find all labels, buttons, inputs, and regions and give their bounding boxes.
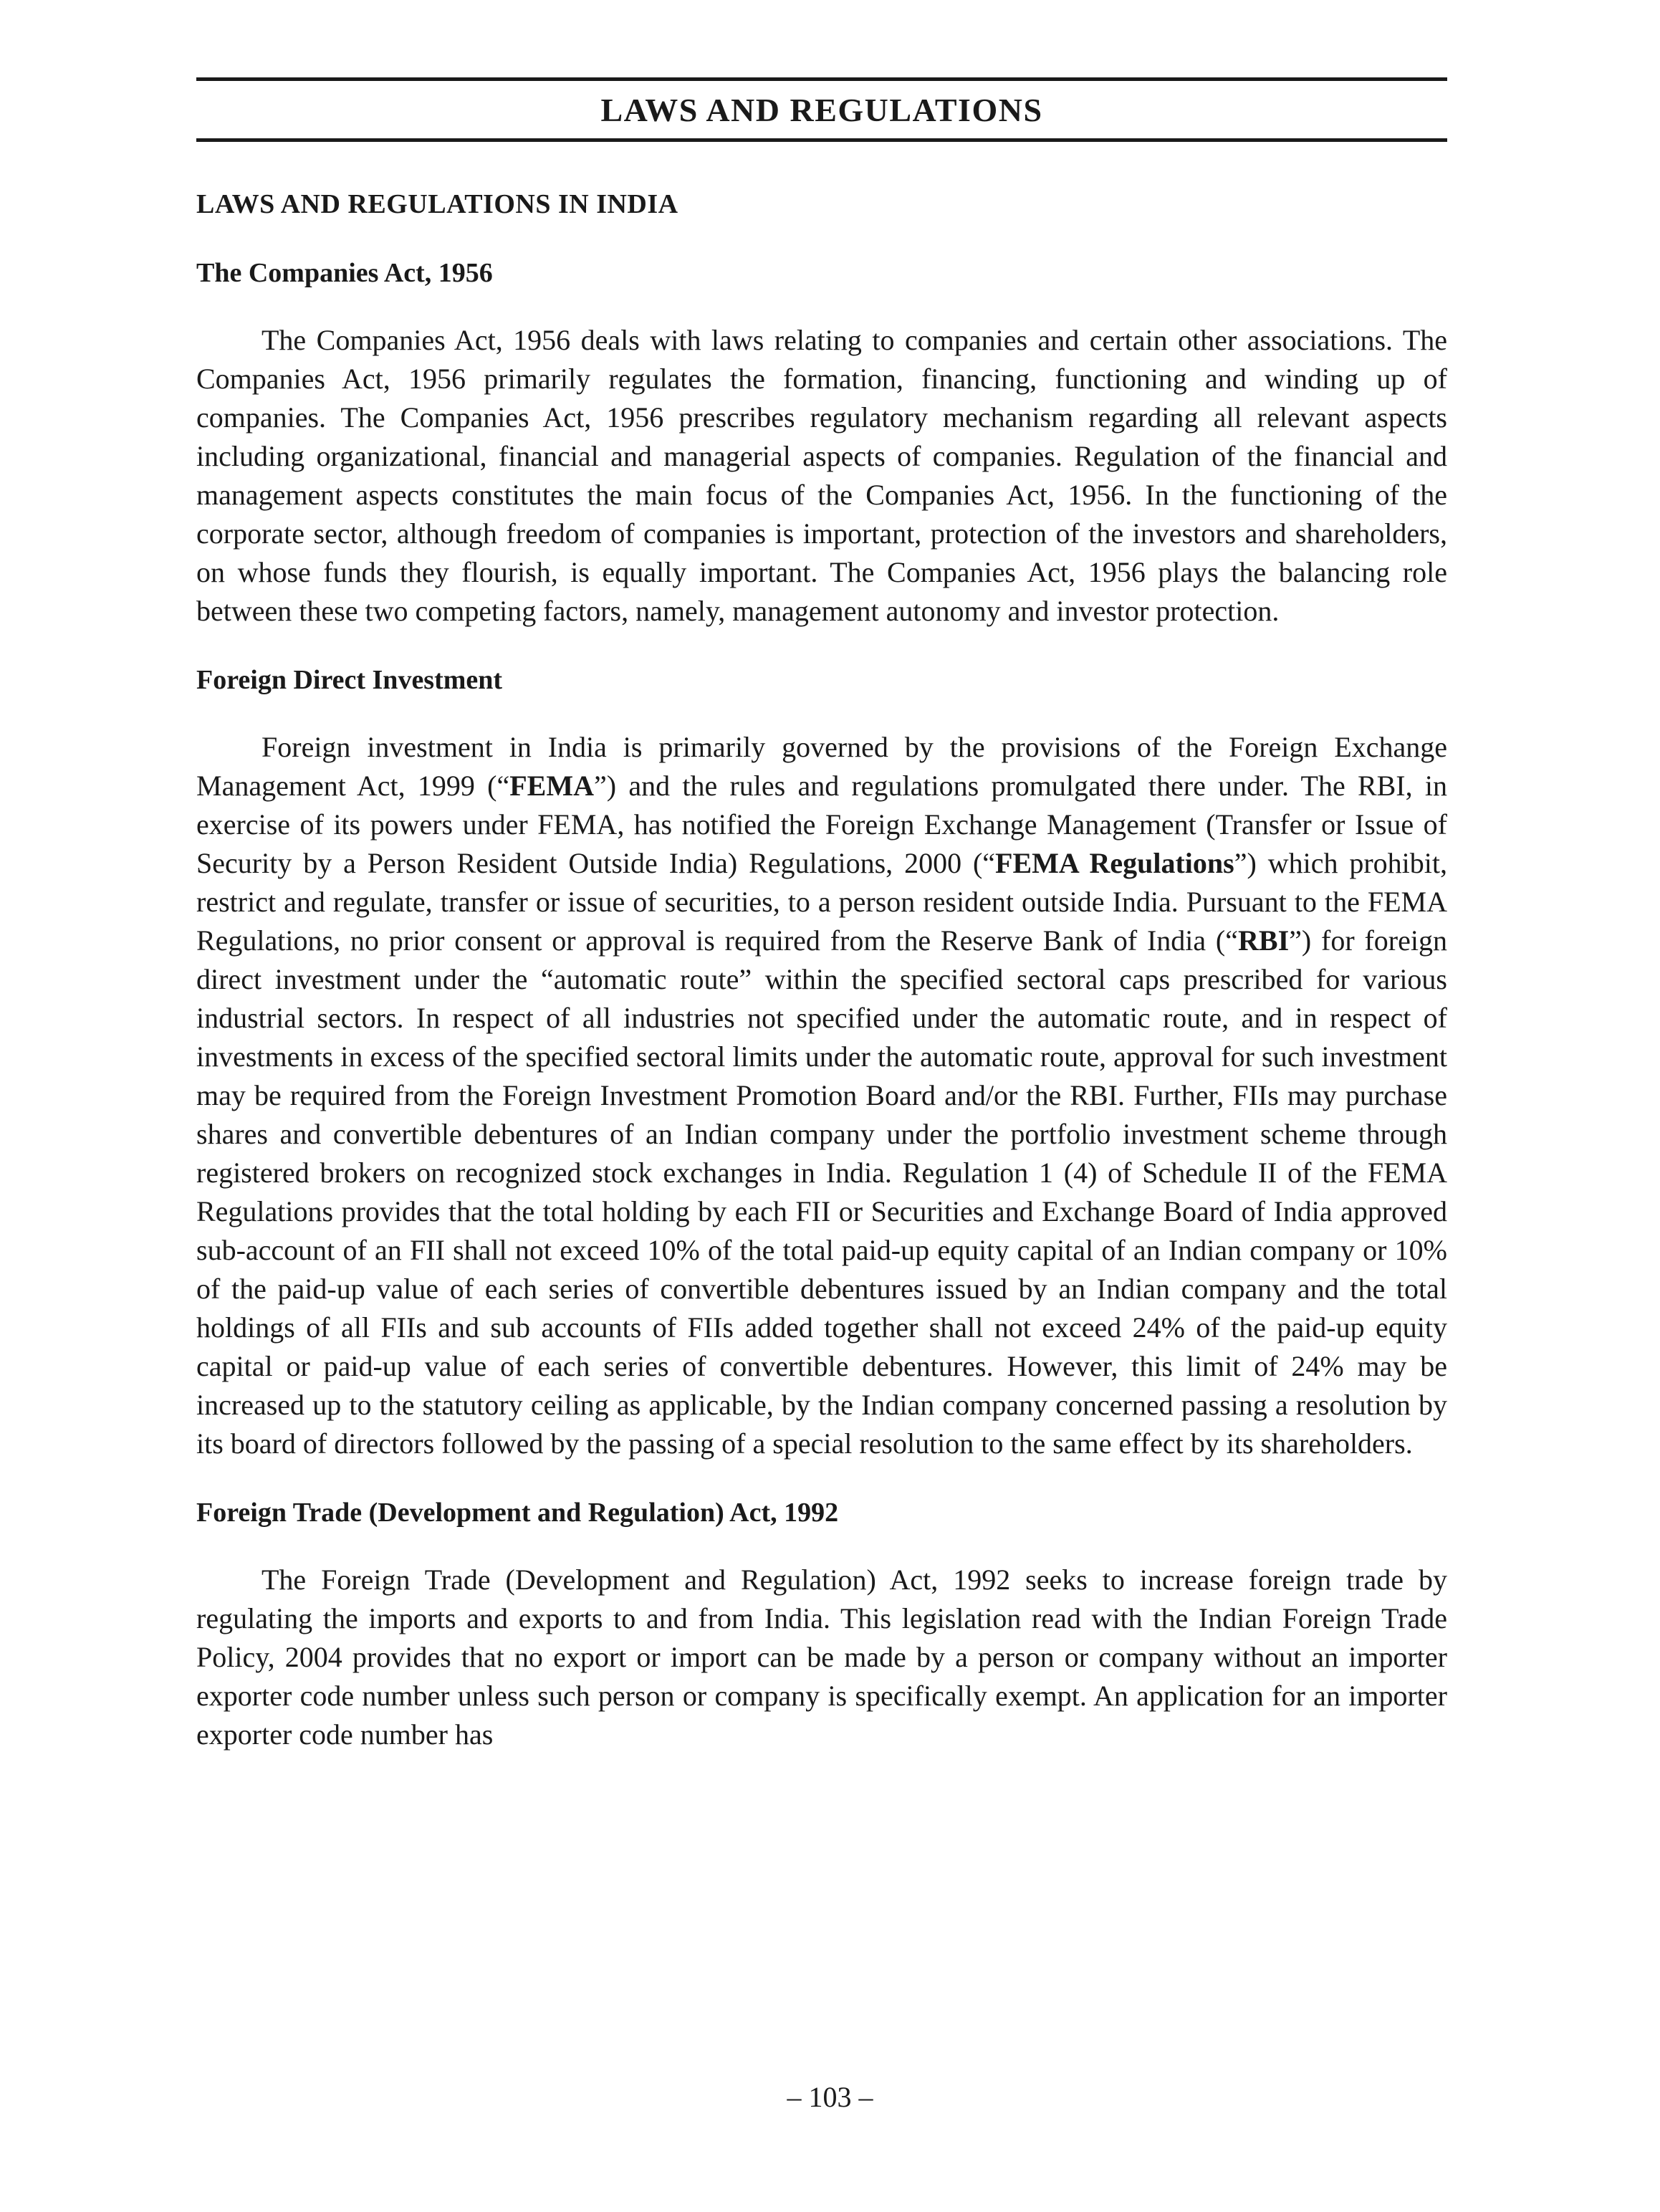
document-body — [196, 185, 1447, 1784]
page-header-title: LAWS AND REGULATIONS — [600, 92, 1043, 128]
page-number: – 103 – — [787, 2081, 873, 2113]
fdi-defined-term: FEMA — [509, 770, 594, 802]
paragraph-foreign-trade: The Foreign Trade (Development and Regulation) Act, 1992 seeks to increase foreign trade by regulating the imports and exports to and from India. This legislation read with the Indian Foreign Trade Policy, 2004 provides that no export or import can be made by a person or company without an importer exporter code number unless such person or company is specifically exempt. An application for an importer exporter code number has — [196, 1564, 1447, 1751]
fdi-text-part: Foreign investment in India is primarily governed by the provisions of the Foreign Exchange Management Act, 1999 (“ — [196, 731, 1447, 802]
header-rule-bottom — [196, 138, 1447, 142]
subsection-heading-foreign-trade: Foreign Trade (Development and Regulation) Act, 1992 — [196, 1498, 839, 1528]
paragraph-companies-act: The Companies Act, 1956 deals with laws relating to companies and certain other associations. The Companies Act, 1956 primarily regulates the formation, financing, functioning and winding up of companies. The Companies Act, 1956 prescribes regulatory mechanism regarding all relevant aspects including organizational, financial and managerial aspects of companies. Regulation of the financial and management aspects constitutes the main focus of the Companies Act, 1956. In the functioning of the corporate sector, although freedom of companies is important, protection of the investors and shareholders, on whose funds they flourish, is equally important. The Companies Act, 1956 plays the balancing role between these two competing factors, namely, management autonomy and investor protection. — [196, 324, 1447, 627]
fdi-defined-term: FEMA Regulations — [995, 847, 1234, 879]
fdi-text-part: ”) and the rules and regulations promulgated there under. The RBI, in exercise of its powers under FEMA, has notified the Foreign Exchange Management (Transfer or Issue of Security by a Person Resident Outside India) Regulations, 2000 (“ — [196, 770, 1448, 879]
fdi-defined-term: RBI — [1238, 924, 1290, 957]
header-rule-top — [196, 77, 1447, 81]
fdi-text-part: ”) for foreign direct investment under the “automatic route” within the specified sectoral caps prescribed for various industrial sectors. In respect of all industries not specified under the automatic route, and in respect of investments in excess of the specified sectoral limits under the automatic route, approval for such investment may be required from the Foreign Investment Promotion Board and/or the RBI. Further, FIIs may purchase shares and convertible debentures of an Indian company under the portfolio investment scheme through registered brokers on recognized stock exchanges in India. Regulation 1 (4) of Schedule II of the FEMA Regulations provides that the total holding by each FII or Securities and Exchange Board of India approved sub-account of an FII shall not exceed 10% of the total paid-up equity capital of an Indian company or 10% of the paid-up value of each series of convertible debentures issued by an Indian company and the total holdings of all FIIs and sub accounts of FIIs added together shall not exceed 24% of the paid-up equity capital or paid-up value of each series of convertible debentures. However, this limit of 24% may be increased up to the statutory ceiling as applicable, by the Indian company concerned passing a resolution by its board of directors followed by the passing of a special resolution to the same effect by its shareholders. — [196, 924, 1447, 1460]
subsection-heading-fdi: Foreign Direct Investment — [196, 665, 503, 695]
fdi-text-part: ”) which prohibit, restrict and regulate, transfer or issue of securities, to a person resident outside India. Pursuant to the FEMA Regulations, no prior consent or approval is required from the Reserve Bank of India (“ — [196, 847, 1448, 957]
section-title: LAWS AND REGULATIONS IN INDIA — [196, 189, 678, 219]
subsection-heading-companies-act: The Companies Act, 1956 — [196, 258, 493, 288]
paragraph-fdi — [196, 728, 1447, 1463]
